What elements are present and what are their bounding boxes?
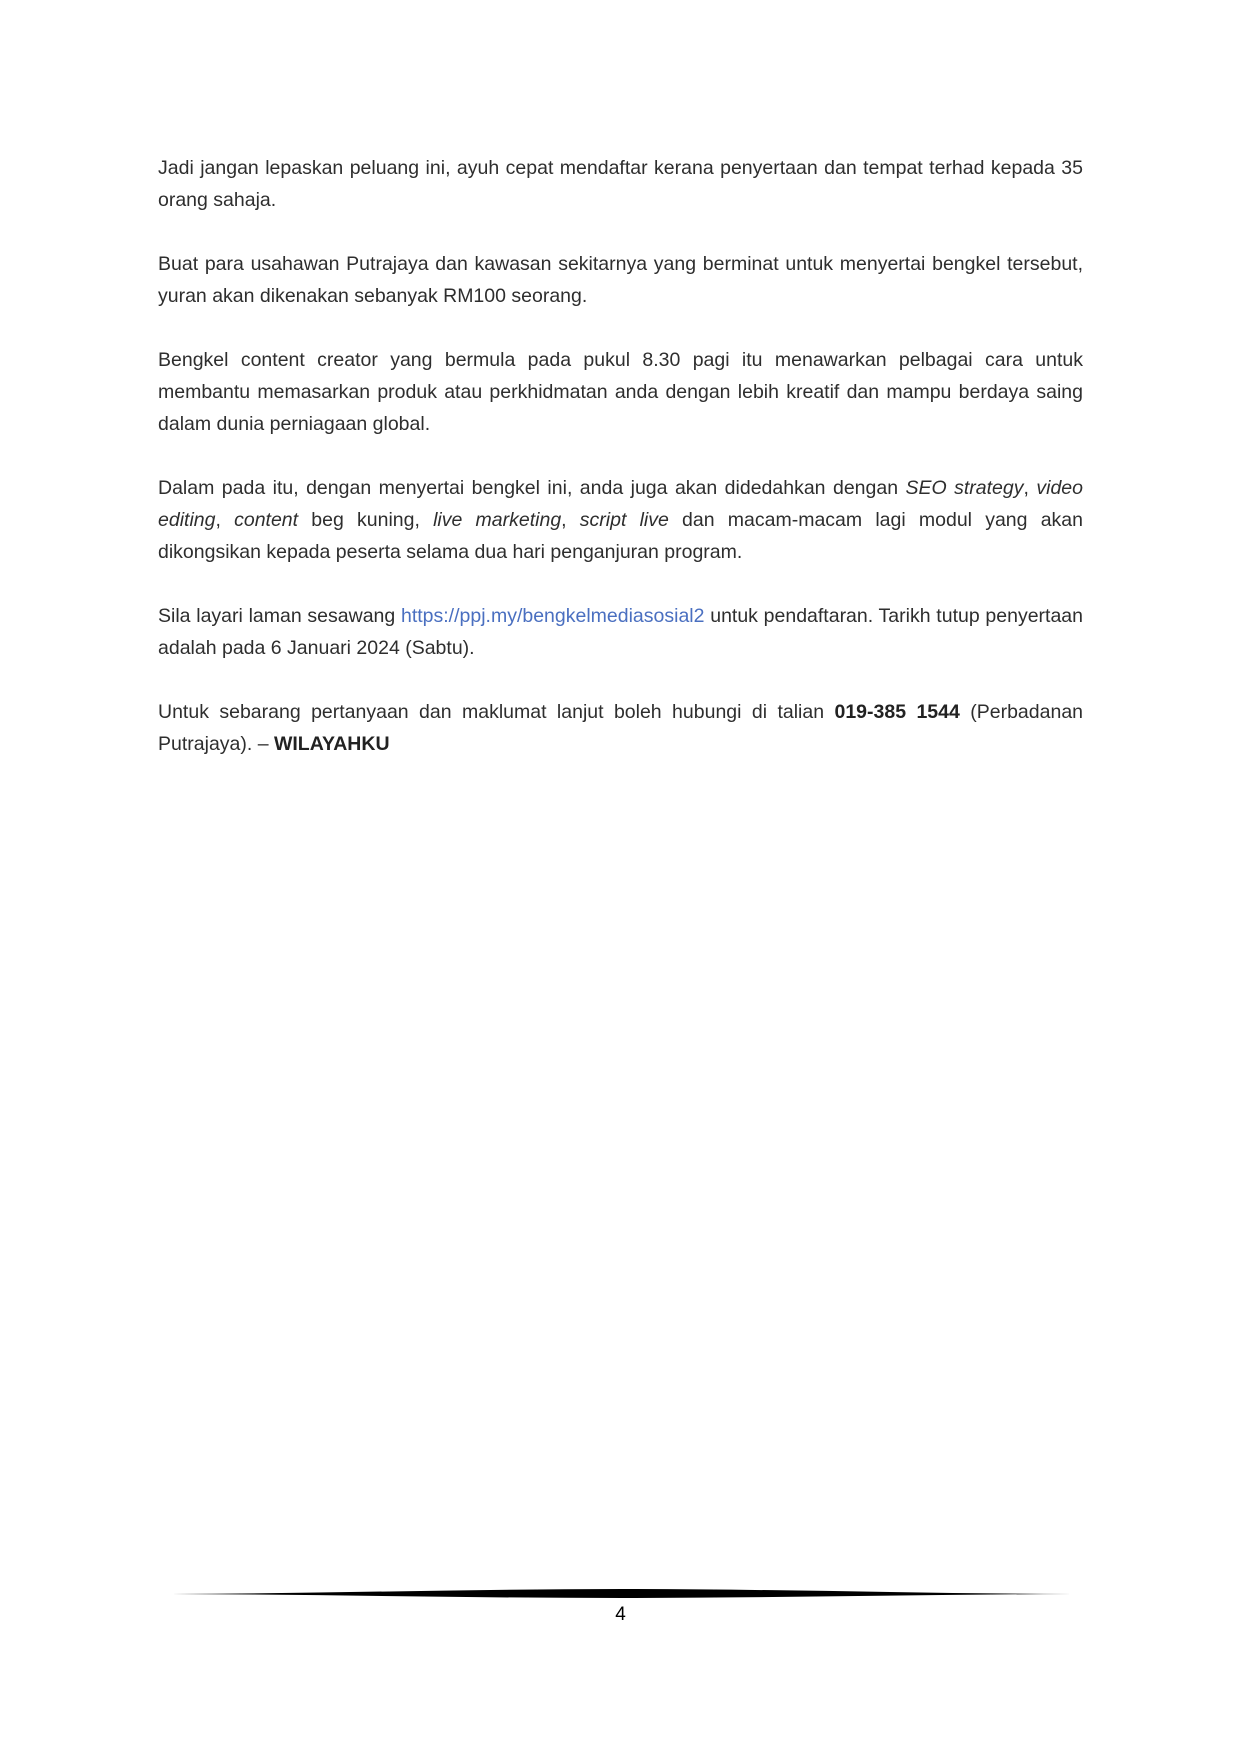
term-script-live: script live [579, 509, 669, 531]
footer-divider [172, 1588, 1072, 1600]
article-body [158, 152, 1083, 792]
page-number: 4 [615, 1604, 626, 1625]
registration-text: untuk pendaftaran. Tarikh tutup penyertaan adalah pada 6 Januari 2024 (Sabtu). [158, 605, 1083, 659]
modules-text: beg kuning, [298, 509, 434, 531]
phone-number: 019-385 1544 [834, 701, 960, 723]
source-credit: WILAYAHKU [273, 733, 390, 755]
separator: , [561, 509, 580, 531]
contact-text: Untuk sebarang pertanyaan dan maklumat lanjut boleh hubungi di talian [158, 701, 835, 723]
paragraph-fee: Buat para usahawan Putrajaya dan kawasan sekitarnya yang berminat untuk menyertai bengkel tersebut, yuran akan dikenakan sebanyak RM100 seorang. [158, 253, 1083, 307]
modules-text: Dalam pada itu, dengan menyertai bengkel ini, anda juga akan didedahkan dengan [158, 477, 906, 499]
separator: , [215, 509, 235, 531]
term-video-editing: video editing [158, 477, 1083, 531]
term-seo-strategy: SEO strategy [905, 477, 1024, 499]
modules-text: dan macam-macam lagi modul yang akan dikongsikan kepada peserta selama dua hari penganjuran program. [158, 509, 1083, 563]
term-content: content [234, 509, 299, 531]
paragraph-modules [158, 472, 1083, 568]
paragraph-contact [158, 696, 1083, 760]
contact-text: (Perbadanan Putrajaya). – [158, 701, 1084, 755]
registration-link[interactable]: https://ppj.my/bengkelmediasosial2 [400, 605, 705, 627]
paragraph-registration-limit: Jadi jangan lepaskan peluang ini, ayuh cepat mendaftar kerana penyertaan dan tempat terhad kepada 35 orang sahaja. [158, 157, 1083, 211]
term-live-marketing: live marketing [433, 509, 562, 531]
paragraph-workshop-description: Bengkel content creator yang bermula pada pukul 8.30 pagi itu menawarkan pelbagai cara untuk membantu memasarkan produk atau perkhidmatan anda dengan lebih kreatif dan mampu berdaya saing dalam dunia perniagaan global. [158, 349, 1083, 435]
separator: , [1023, 477, 1037, 499]
registration-text: Sila layari laman sesawang [158, 605, 401, 627]
paragraph-registration-link [158, 600, 1083, 664]
